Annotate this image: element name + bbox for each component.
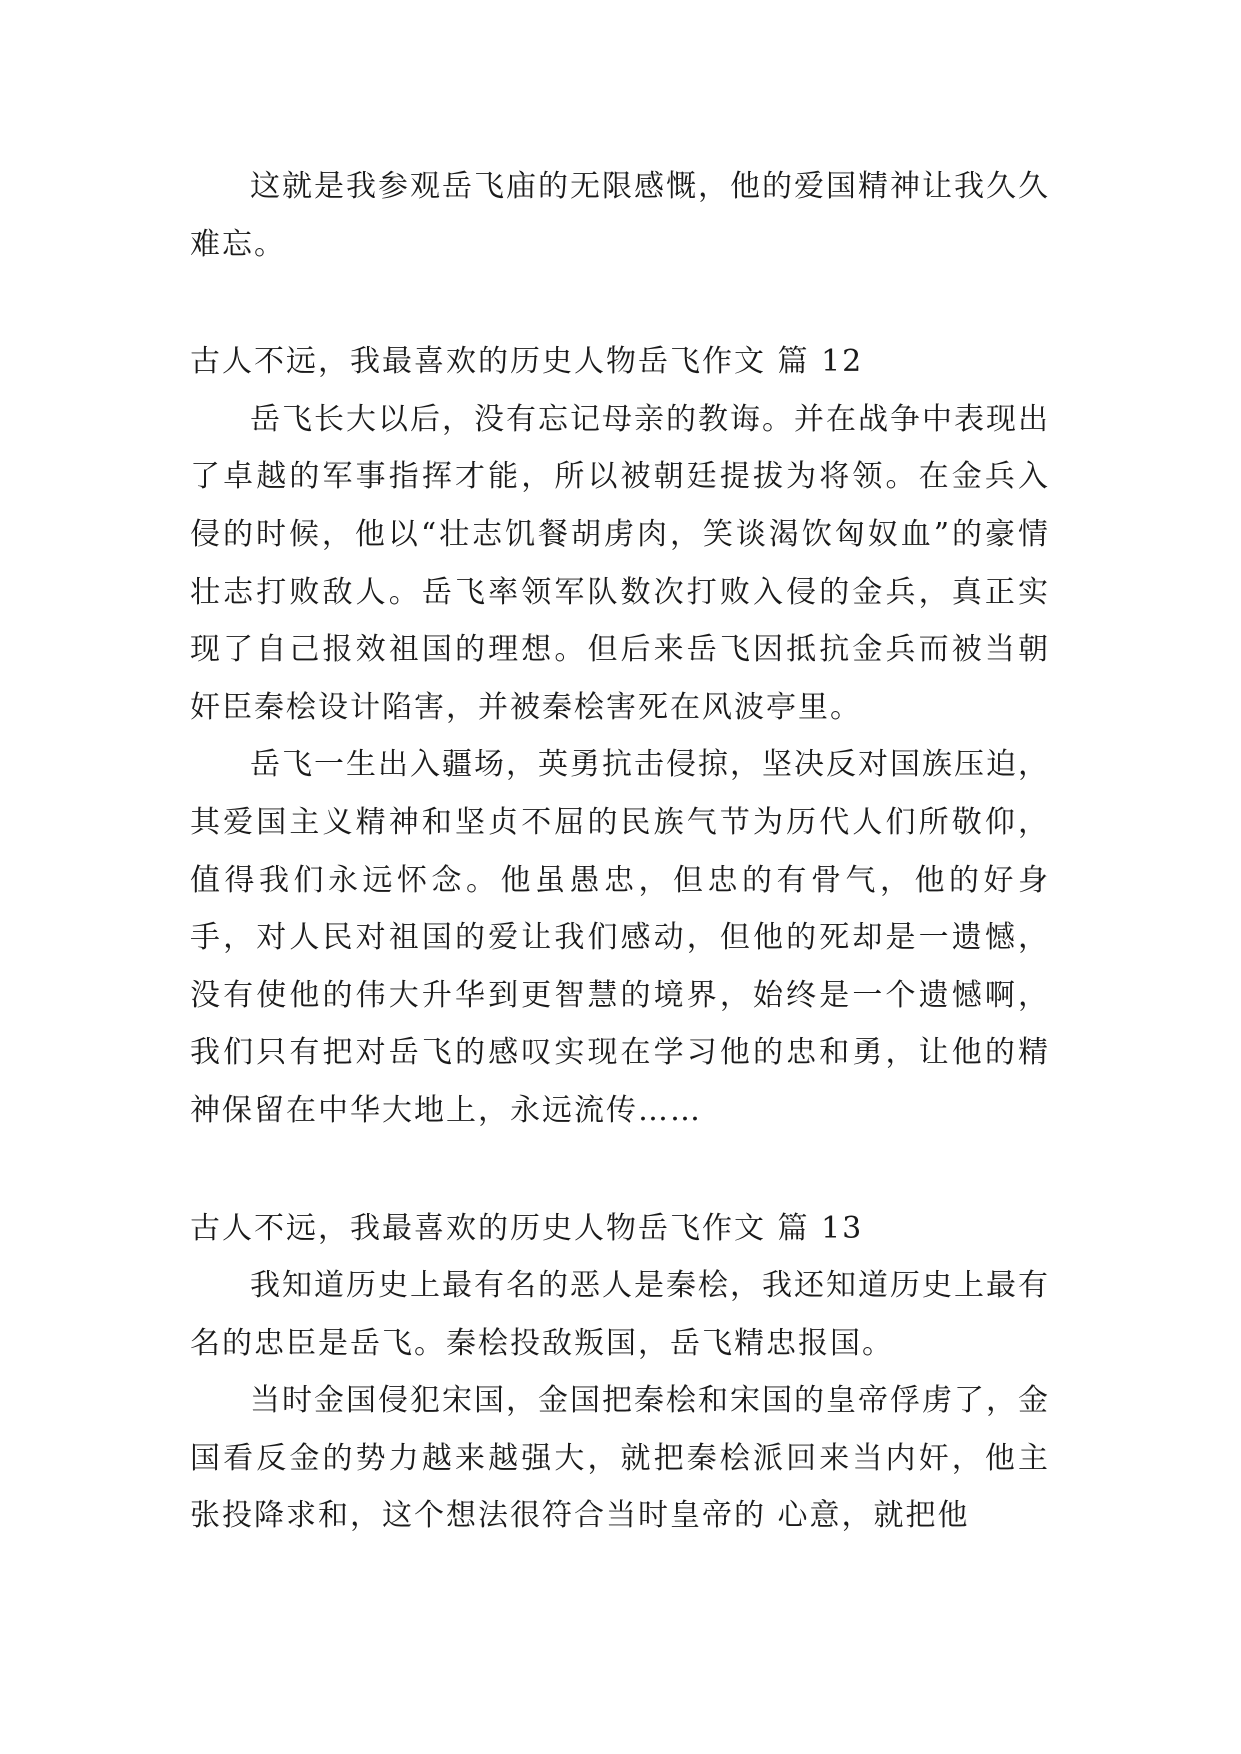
document-body — [190, 158, 1050, 1545]
section-gap — [190, 1140, 1050, 1200]
section-12-paragraph-2: 岳飞一生出入疆场，英勇抗击侵掠，坚决反对国族压迫，其爱国主义精神和坚贞不屈的民族气节为历代人们所敬仰，值得我们永远怀念。他虽愚忠，但忠的有骨气，他的好身手，对人民对祖国的爱让我们感动，但他的死却是一遗憾，没有使他的伟大升华到更智慧的境界，始终是一个遗憾啊，我们只有把对岳飞的感叹实现在学习他的忠和勇，让他的精神保留在中华大地上，永远流传…… — [190, 747, 1050, 1128]
section-heading-13: 古人不远，我最喜欢的历史人物岳飞作文 篇 13 — [190, 1210, 864, 1246]
section-heading-12: 古人不远，我最喜欢的历史人物岳飞作文 篇 12 — [190, 344, 864, 380]
section-gap — [190, 273, 1050, 333]
paragraph-conclusion: 这就是我参观岳飞庙的无限感慨，他的爱国精神让我久久难忘。 — [190, 169, 1050, 262]
section-13-paragraph-2: 当时金国侵犯宋国，金国把秦桧和宋国的皇帝俘虏了，金国看反金的势力越来越强大，就把秦桧派回来当内奸，他主张投降求和，这个想法很符合当时皇帝的 心意，就把他 — [190, 1383, 1050, 1534]
section-12-paragraph-1: 岳飞长大以后，没有忘记母亲的教诲。并在战争中表现出了卓越的军事指挥才能，所以被朝廷提拔为将领。在金兵入侵的时候，他以“壮志饥餐胡虏肉，笑谈渴饮匈奴血”的豪情壮志打败敌人。岳飞率领军队数次打败入侵的金兵，真正实现了自己报效祖国的理想。但后来岳飞因抵抗金兵而被当朝奸臣秦桧设计陷害，并被秦桧害死在风波亭里。 — [190, 401, 1050, 725]
section-13-paragraph-1: 我知道历史上最有名的恶人是秦桧，我还知道历史上最有名的忠臣是岳飞。秦桧投敌叛国，岳飞精忠报国。 — [190, 1268, 1050, 1361]
